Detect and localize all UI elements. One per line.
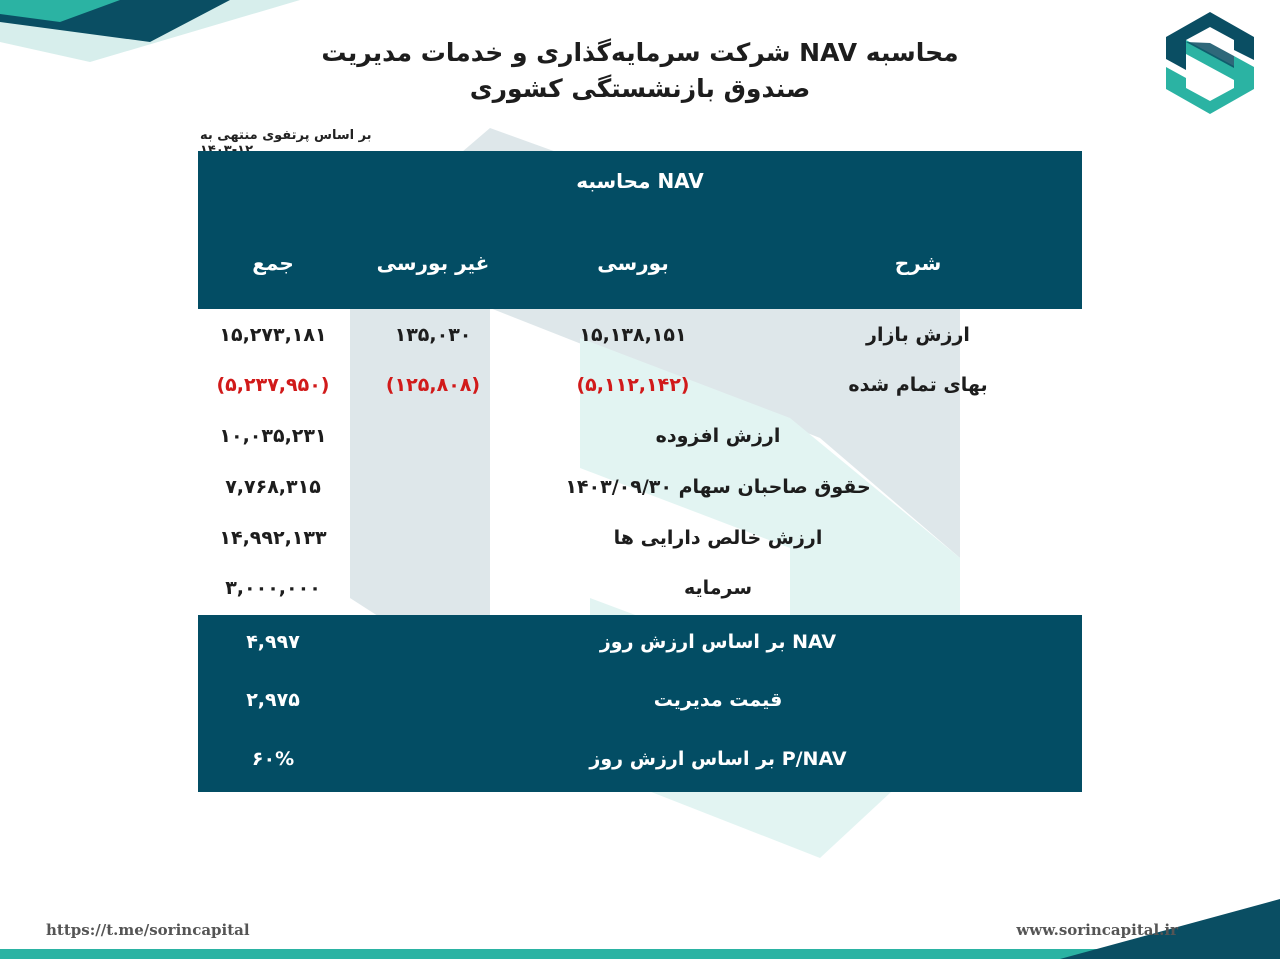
- telegram-link[interactable]: https://t.me/sorincapital: [46, 921, 250, 939]
- page-title-line1: محاسبه NAV شرکت سرمایه‌گذاری و خدمات مدیریت: [321, 38, 959, 67]
- nonbourse-value: ۱۳۵,۰۳۰: [394, 324, 472, 346]
- bourse-value: ۱۵,۱۳۸,۱۵۱: [579, 324, 687, 346]
- summary-row: [198, 419, 1082, 459]
- table-row: [198, 368, 1082, 408]
- summary-row: [198, 571, 1082, 611]
- column-header-description: شرح: [894, 251, 942, 275]
- footer-label-nav: NAV بر اساس ارزش روز: [599, 631, 837, 653]
- row-label: بهای تمام شده: [848, 374, 988, 396]
- column-header-bourse: بورسی: [597, 251, 669, 275]
- footer-value-price: ۲,۹۷۵: [246, 689, 300, 711]
- bourse-value: (۵,۱۱۲,۱۴۲): [576, 374, 690, 396]
- summary-label: ارزش افزوده: [655, 425, 781, 447]
- summary-total: ۱۴,۹۹۲,۱۳۳: [219, 527, 327, 549]
- table-footer: [198, 615, 1082, 792]
- footer-value-pnav: ۶۰%: [251, 748, 295, 770]
- summary-label: سرمایه: [683, 577, 753, 599]
- table-header: [198, 151, 1082, 309]
- portfolio-date-note: بر اساس پرتفوی منتهی به: [200, 128, 372, 143]
- row-label: ارزش بازار: [866, 324, 970, 346]
- column-header-nonbourse: غیر بورسی: [376, 251, 490, 275]
- table-header-title: محاسبه NAV: [576, 169, 704, 193]
- summary-row: [198, 470, 1082, 510]
- total-value: ۱۵,۲۷۳,۱۸۱: [219, 324, 327, 346]
- summary-total: ۳,۰۰۰,۰۰۰: [225, 577, 321, 599]
- column-header-total: جمع: [252, 251, 294, 275]
- summary-row: [198, 521, 1082, 561]
- page-title-line2: صندوق بازنشستگی کشوری: [469, 74, 811, 103]
- nonbourse-value: (۱۲۵,۸۰۸): [385, 374, 481, 396]
- table-row: [198, 318, 1082, 358]
- summary-total: ۱۰,۰۳۵,۲۳۱: [219, 425, 327, 447]
- summary-total: ۷,۷۶۸,۳۱۵: [225, 476, 321, 498]
- footer-value-nav: ۴,۹۹۷: [246, 631, 300, 653]
- summary-label: حقوق صاحبان سهام ۱۴۰۳/۰۹/۳۰: [565, 476, 871, 498]
- footer-label-pnav: P/NAV بر اساس ارزش روز: [589, 748, 847, 770]
- company-logo-icon: [1162, 10, 1258, 116]
- website-link[interactable]: www.sorincapital.ir: [1016, 921, 1178, 939]
- footer-label-price: قیمت مدیریت: [653, 689, 783, 711]
- summary-label: ارزش خالص دارایی ها: [613, 527, 823, 549]
- total-value: (۵,۲۳۷,۹۵۰): [216, 374, 330, 396]
